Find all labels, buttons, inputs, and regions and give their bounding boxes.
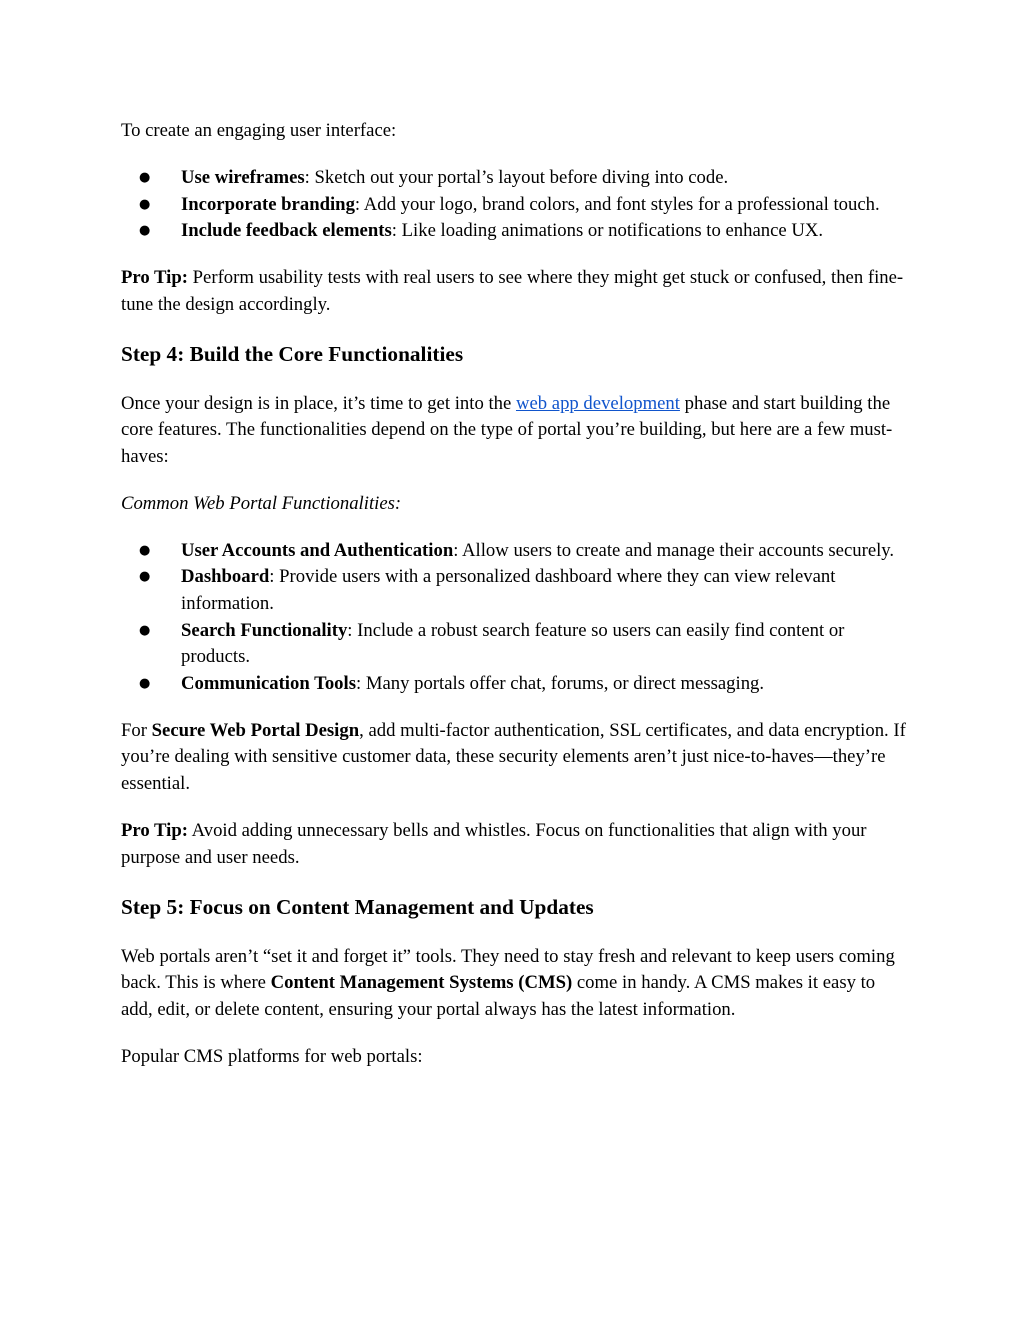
- list-item: [121, 218, 911, 245]
- pro-tip-label: Pro Tip:: [121, 267, 188, 289]
- step4-paragraph: [121, 391, 911, 471]
- step5-prefix: Web portals aren’t “set it and forget it” tools. They need to stay fresh and relevant to keep users coming back. This is where: [121, 945, 895, 994]
- step4-heading: Step 4: Build the Core Functionalities: [121, 341, 464, 366]
- list-item-text: : Add your logo, brand colors, and font styles for a professional touch.: [354, 193, 880, 215]
- list-item: [121, 671, 911, 698]
- web-app-development-link[interactable]: web app development: [515, 392, 680, 414]
- pro-tip-text: Perform usability tests with real users to see where they might get stuck or confused, then fine-tune the design accordingly.: [121, 267, 904, 315]
- list-item: [121, 165, 911, 192]
- bullet-icon: ●: [139, 223, 151, 239]
- popular-cms-paragraph: Popular CMS platforms for web portals:: [121, 1045, 423, 1067]
- security-text: , add multi-factor authentication, SSL certificates, and data encryption. If you’re dealing with sensitive customer data, these security elements aren’t just nice-to-haves—they’re essential.: [121, 719, 906, 795]
- list-item-text: : Like loading animations or notifications to enhance UX.: [391, 220, 824, 242]
- step4-text-after-link: phase and start building the core features. The functionalities depend on the type of portal you’re building, but here are a few must-haves:: [121, 392, 893, 467]
- step5-suffix: come in handy. A CMS makes it easy to add, edit, or delete content, ensuring your portal always has the latest information.: [121, 972, 876, 1020]
- bullet-icon: ●: [139, 675, 151, 691]
- intro-paragraph: To create an engaging user interface:: [121, 120, 397, 141]
- list-item-term: Incorporate branding: [181, 193, 355, 215]
- list-item-term: Dashboard: [181, 566, 270, 588]
- list-item-term: Search Functionality: [181, 619, 348, 641]
- list-item: [121, 618, 911, 671]
- list-item-text: : Include a robust search feature so users can easily find content or products.: [181, 619, 845, 668]
- security-paragraph: [121, 718, 911, 798]
- list-item-term: Use wireframes: [181, 166, 305, 188]
- step5-heading: Step 5: Focus on Content Management and Updates: [121, 894, 594, 919]
- pro-tip-label: Pro Tip:: [121, 820, 188, 842]
- bullet-icon: ●: [139, 569, 151, 585]
- list-item-term: Communication Tools: [181, 672, 356, 694]
- functionalities-subheading: Common Web Portal Functionalities:: [121, 492, 402, 514]
- list-item: [121, 192, 911, 219]
- security-prefix: For: [121, 719, 152, 741]
- bullet-icon: ●: [139, 169, 151, 185]
- step4-text-before-link: Once your design is in place, it’s time to get into the: [121, 392, 516, 414]
- list-item-term: Include feedback elements: [181, 220, 392, 242]
- list-item: [121, 538, 911, 565]
- list-item-term: User Accounts and Authentication: [181, 539, 454, 561]
- list-item-text: : Allow users to create and manage their accounts securely.: [453, 539, 895, 561]
- ui-tips-list: [121, 165, 911, 245]
- list-item-text: : Many portals offer chat, forums, or direct messaging.: [355, 672, 765, 694]
- pro-tip-text: Avoid adding unnecessary bells and whistles. Focus on functionalities that align with your purpose and user needs.: [121, 820, 867, 868]
- functionalities-list: [121, 538, 911, 698]
- list-item: [121, 564, 911, 617]
- list-item-text: : Sketch out your portal’s layout before diving into code.: [304, 166, 729, 188]
- bullet-icon: ●: [139, 196, 151, 212]
- pro-tip-paragraph: [121, 265, 911, 318]
- security-term: Secure Web Portal Design: [151, 719, 360, 741]
- document-page: [121, 118, 911, 1091]
- bullet-icon: ●: [139, 622, 151, 638]
- step5-term: Content Management Systems (CMS): [270, 972, 573, 994]
- pro-tip-paragraph: [121, 818, 911, 871]
- list-item-text: : Provide users with a personalized dashboard where they can view relevant information.: [181, 566, 836, 615]
- bullet-icon: ●: [139, 542, 151, 558]
- step5-paragraph: [121, 944, 911, 1024]
